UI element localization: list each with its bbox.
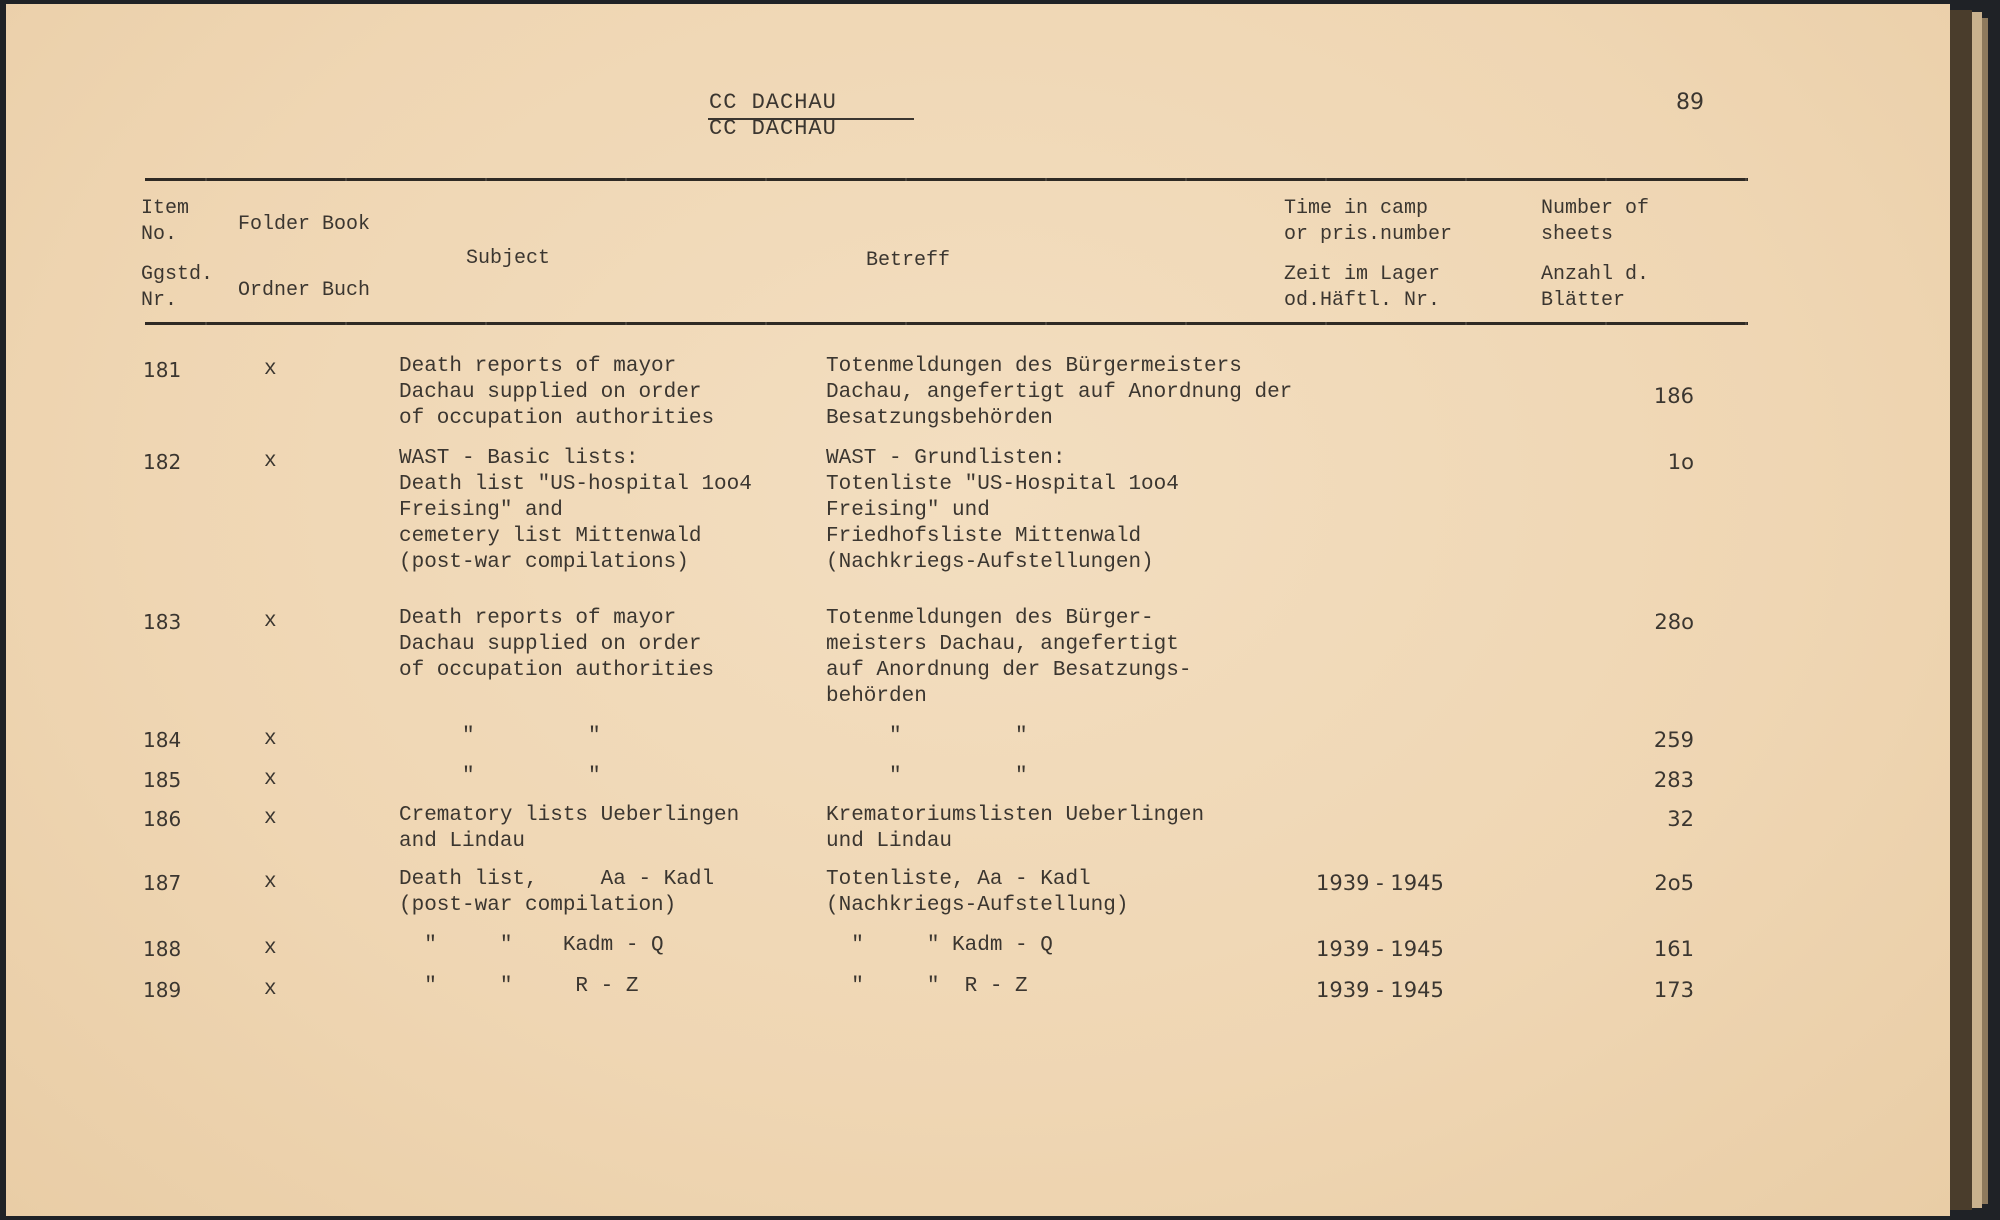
sheet-count: 161: [1653, 937, 1694, 961]
col-betreff: Betreff: [866, 249, 951, 272]
betreff-text: " " Kadm - Q: [826, 934, 1053, 957]
col-item-de: Ggstd. Nr.: [141, 263, 214, 312]
item-number: 187: [143, 871, 182, 895]
col-folder-book-de: Ordner Buch: [238, 279, 371, 302]
sheet-count: 28o: [1654, 610, 1694, 634]
subject-text: Death reports of mayor Dachau supplied on order of occupation authorities: [399, 607, 715, 682]
col-sheets-en: Number of sheets: [1541, 197, 1650, 246]
betreff-text: WAST - Grundlisten: Totenliste "US-Hospital 1oo4 Freising" und Friedhofsliste Mittenwald (Nachkriegs-Aufstellungen): [826, 447, 1179, 574]
sheet-count: 1o: [1667, 450, 1694, 474]
item-number: 186: [143, 807, 182, 831]
folder-mark: x: [264, 728, 277, 751]
title: CC DACHAU: [709, 90, 837, 115]
time-in-camp: 1939 - 1945: [1316, 871, 1444, 895]
subject-text: Death reports of mayor Dachau supplied on order of occupation authorities: [399, 355, 715, 430]
item-number: 188: [143, 937, 182, 961]
folder-mark: x: [264, 450, 277, 473]
sheet-count: 283: [1653, 768, 1694, 792]
item-number: 184: [143, 728, 182, 752]
sheet-count: 32: [1667, 807, 1694, 831]
item-number: 182: [143, 450, 182, 474]
item-number: 181: [143, 358, 182, 382]
sheet-count: 173: [1653, 978, 1694, 1002]
sheet-count: 259: [1653, 728, 1694, 752]
page-edges-shadow: [1982, 18, 1988, 1204]
sheet-count: 186: [1653, 384, 1694, 408]
subject-text: " " Kadm - Q: [399, 934, 664, 957]
subject-text: WAST - Basic lists: Death list "US-hospital 1oo4 Freising" and cemetery list Mittenwald (post-war compilations): [399, 447, 752, 574]
folder-mark: x: [264, 610, 277, 633]
col-item-en: Item No.: [141, 197, 190, 246]
subject-text: " " R - Z: [399, 975, 639, 998]
folder-mark: x: [264, 768, 277, 791]
folder-mark: x: [264, 978, 277, 1001]
subtitle: CC DACHAU: [709, 116, 837, 141]
item-number: 183: [143, 610, 182, 634]
subject-text: " ": [399, 765, 601, 788]
betreff-text: " ": [826, 765, 1028, 788]
folder-mark: x: [264, 807, 277, 830]
subject-text: " ": [399, 725, 601, 748]
col-time-en: Time in camp or pris.number: [1284, 197, 1453, 246]
sheet-count: 2o5: [1654, 871, 1694, 895]
betreff-text: Krematoriumslisten Ueberlingen und Lindau: [826, 804, 1205, 853]
time-in-camp: 1939 - 1945: [1316, 978, 1444, 1002]
item-number: 185: [143, 768, 182, 792]
item-number: 189: [143, 978, 182, 1002]
betreff-text: Totenmeldungen des Bürger- meisters Dachau, angefertigt auf Anordnung der Besatzungs- behörden: [826, 607, 1192, 708]
betreff-text: " " R - Z: [826, 975, 1028, 998]
book-spine-shadow: [1950, 10, 1972, 1210]
time-in-camp: 1939 - 1945: [1316, 937, 1444, 961]
col-subject: Subject: [466, 247, 551, 270]
page-number: 89: [1676, 90, 1704, 115]
col-time-de: Zeit im Lager od.Häftl. Nr.: [1284, 263, 1441, 312]
folder-mark: x: [264, 358, 277, 381]
subject-text: Death list, Aa - Kadl (post-war compilation): [399, 868, 715, 917]
betreff-text: Totenmeldungen des Bürgermeisters Dachau, angefertigt auf Anordnung der Besatzungsbehörden: [826, 355, 1293, 430]
header-bottom-rule: [145, 322, 1748, 325]
folder-mark: x: [264, 937, 277, 960]
subject-text: Crematory lists Ueberlingen and Lindau: [399, 804, 740, 853]
betreff-text: Totenliste, Aa - Kadl (Nachkriegs-Aufstellung): [826, 868, 1129, 917]
header-top-rule: [145, 178, 1748, 181]
col-folder-book-en: Folder Book: [238, 213, 371, 236]
folder-mark: x: [264, 871, 277, 894]
page-edges: [1972, 12, 1982, 1208]
document-page: [6, 4, 1950, 1216]
col-sheets-de: Anzahl d. Blätter: [1541, 263, 1650, 312]
betreff-text: " ": [826, 725, 1028, 748]
